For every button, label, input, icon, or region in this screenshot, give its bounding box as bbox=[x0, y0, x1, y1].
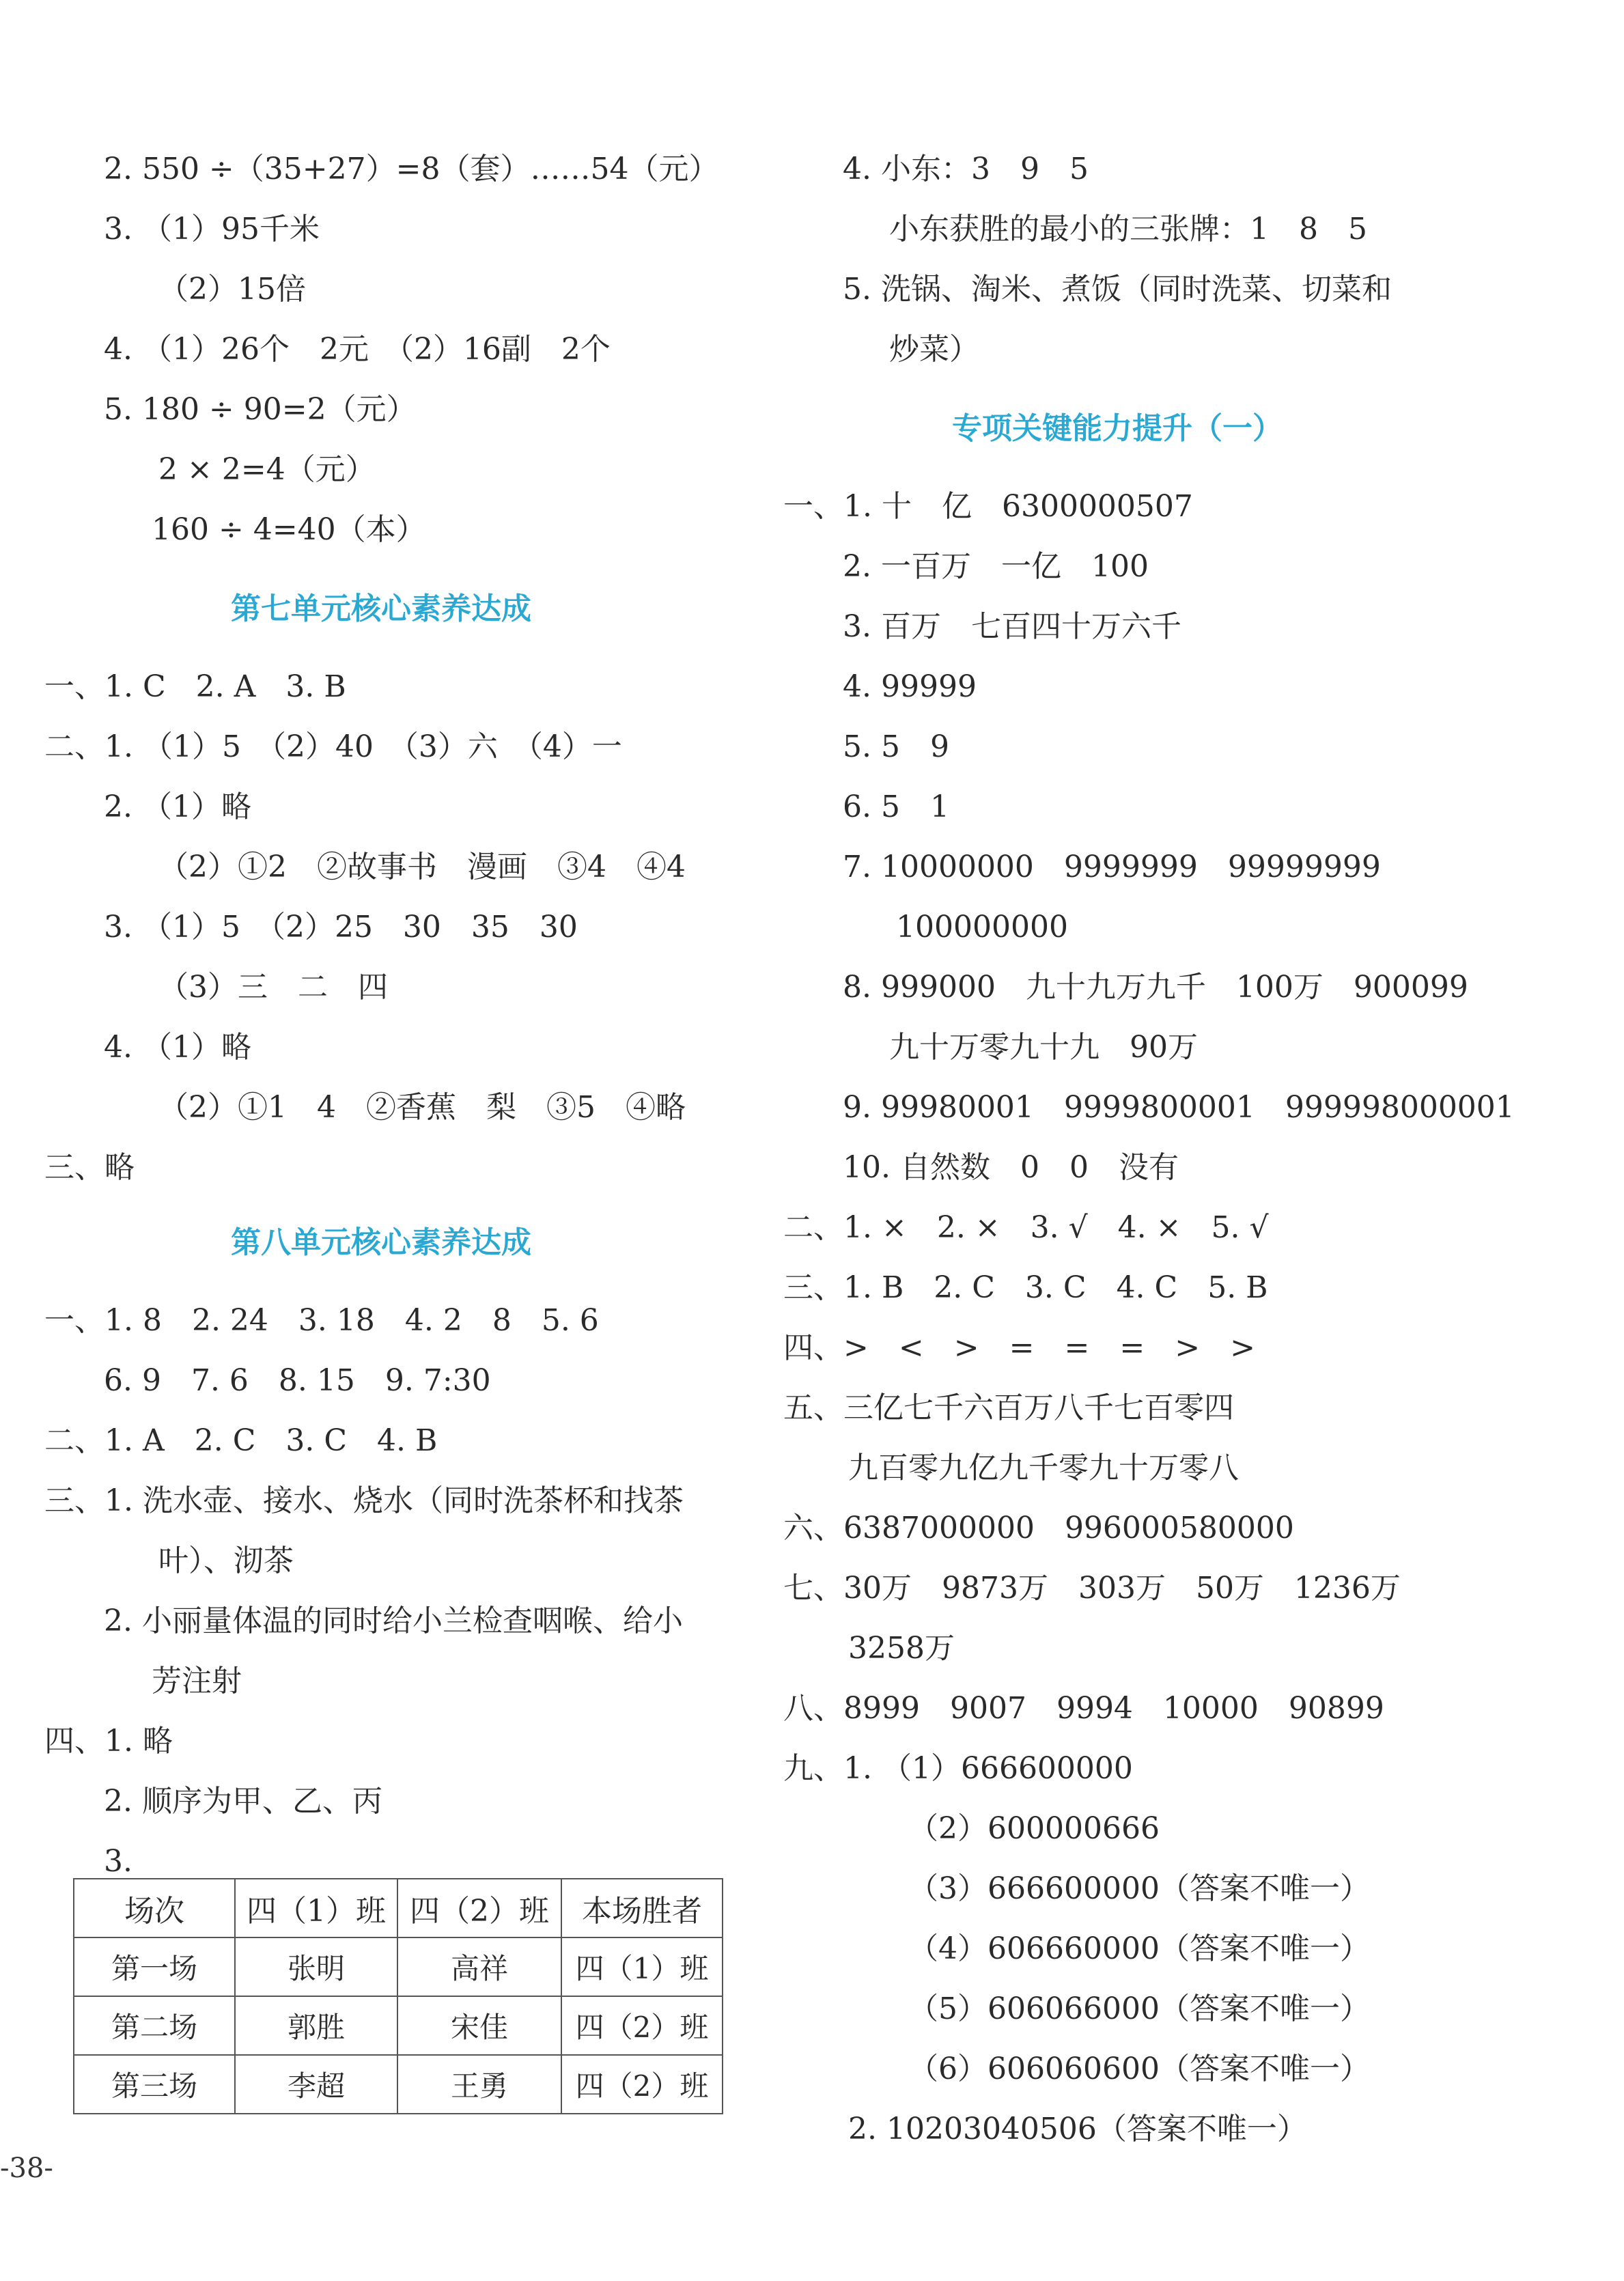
table-header: 场次 bbox=[74, 1879, 235, 1937]
page-number: -38- bbox=[0, 2153, 53, 2184]
answer-line: （2）①1 4 ②香蕉 梨 ③5 ④略 bbox=[158, 1090, 686, 1125]
answer-line: 9. 99980001 9999800001 999998000001 bbox=[843, 1090, 1515, 1125]
table-cell: 郭胜 bbox=[235, 1996, 397, 2055]
answer-line: 6. 5 1 bbox=[843, 789, 949, 824]
table-cell: 四（2）班 bbox=[561, 1996, 723, 2055]
answer-line: 一、1. 8 2. 24 3. 18 4. 2 8 5. 6 bbox=[44, 1303, 599, 1338]
table-header: 本场胜者 bbox=[561, 1879, 723, 1937]
table-row bbox=[74, 1937, 723, 1996]
table-cell: 四（2）班 bbox=[561, 2055, 723, 2114]
answer-line: 4. 小东：3 9 5 bbox=[843, 152, 1089, 186]
table-cell: 第三场 bbox=[74, 2055, 235, 2114]
answer-line: 二、1. （1）5 （2）40 （3）六 （4）一 bbox=[44, 729, 622, 764]
table-row bbox=[74, 2055, 723, 2114]
answer-line: 二、1. × 2. × 3. √ 4. × 5. √ bbox=[783, 1210, 1269, 1245]
answer-line: 2. （1）略 bbox=[104, 789, 251, 824]
answer-line: 4. 99999 bbox=[843, 669, 977, 704]
answer-line: 3. bbox=[104, 1844, 132, 1879]
answer-line: 五、三亿七千六百万八千七百零四 bbox=[783, 1390, 1234, 1425]
answer-line: 三、1. B 2. C 3. C 4. C 5. B bbox=[783, 1270, 1268, 1305]
answer-line: 6. 9 7. 6 8. 15 9. 7:30 bbox=[104, 1363, 491, 1398]
answer-line: 4. （1）略 bbox=[104, 1030, 251, 1065]
answer-line: （2）15倍 bbox=[158, 272, 306, 307]
section-heading-unit8: 第八单元核心素养达成 bbox=[231, 1225, 531, 1260]
answer-line: （3）三 二 四 bbox=[158, 970, 388, 1005]
answer-line: 3. （1）5 （2）25 30 35 30 bbox=[104, 910, 578, 944]
answer-line: （2）①2 ②故事书 漫画 ③4 ④4 bbox=[158, 850, 686, 884]
table-header: 四（2）班 bbox=[397, 1879, 561, 1937]
answer-line: （2）600000666 bbox=[908, 1811, 1160, 1846]
table-cell: 李超 bbox=[235, 2055, 397, 2114]
answer-line: 2. 550 ÷（35+27）=8（套）……54（元） bbox=[104, 152, 719, 186]
answer-line: 2. 顺序为甲、乙、丙 bbox=[104, 1784, 382, 1819]
answer-line: 四、> < > = = = > > bbox=[783, 1330, 1255, 1365]
answer-line: 2. 小丽量体温的同时给小兰检查咽喉、给小 bbox=[104, 1604, 683, 1638]
answer-line: 160 ÷ 4=40（本） bbox=[152, 512, 426, 547]
answer-line: 3. 百万 七百四十万六千 bbox=[843, 609, 1181, 644]
answer-line: 三、1. 洗水壶、接水、烧水（同时洗茶杯和找茶 bbox=[44, 1483, 684, 1518]
answer-line: 八、8999 9007 9994 10000 90899 bbox=[783, 1691, 1384, 1726]
answer-line: 2. 一百万 一亿 100 bbox=[843, 549, 1149, 584]
table-cell: 王勇 bbox=[397, 2055, 561, 2114]
answer-line: 九百零九亿九千零九十万零八 bbox=[848, 1451, 1239, 1485]
answer-line: 3. （1）95千米 bbox=[104, 212, 320, 247]
answer-line: 5. 180 ÷ 90=2（元） bbox=[104, 392, 417, 427]
answer-line: 芳注射 bbox=[152, 1664, 242, 1698]
answer-line: 七、30万 9873万 303万 50万 1236万 bbox=[783, 1571, 1401, 1606]
answer-line: 一、1. 十 亿 6300000507 bbox=[783, 489, 1193, 524]
match-result-table bbox=[73, 1878, 723, 2114]
answer-line: 2 × 2=4（元） bbox=[158, 452, 376, 487]
table-header: 四（1）班 bbox=[235, 1879, 397, 1937]
answer-line: 六、6387000000 996000580000 bbox=[783, 1511, 1294, 1545]
table-cell: 第二场 bbox=[74, 1996, 235, 2055]
answer-line: 4. （1）26个 2元 （2）16副 2个 bbox=[104, 332, 611, 367]
answer-line: 8. 999000 九十九万九千 100万 900099 bbox=[843, 970, 1468, 1005]
table-cell: 第一场 bbox=[74, 1937, 235, 1996]
answer-line: 100000000 bbox=[896, 910, 1068, 944]
answer-line: （5）606066000（答案不唯一） bbox=[908, 1991, 1370, 2026]
answer-line: 炒菜） bbox=[889, 332, 979, 367]
answer-line: 九十万零九十九 90万 bbox=[889, 1030, 1198, 1065]
table-cell: 张明 bbox=[235, 1937, 397, 1996]
answer-line: 5. 洗锅、淘米、煮饭（同时洗菜、切菜和 bbox=[843, 272, 1392, 307]
answer-line: 一、1. C 2. A 3. B bbox=[44, 669, 346, 704]
answer-line: 二、1. A 2. C 3. C 4. B bbox=[44, 1423, 438, 1458]
page-number-value: 38 bbox=[9, 2153, 44, 2184]
answer-line: 小东获胜的最小的三张牌：1 8 5 bbox=[889, 212, 1367, 247]
answer-line: （4）606660000（答案不唯一） bbox=[908, 1931, 1370, 1966]
answer-line: 5. 5 9 bbox=[843, 729, 949, 764]
table-cell: 高祥 bbox=[397, 1937, 561, 1996]
table-header-row bbox=[74, 1879, 723, 1937]
answer-line: 四、1. 略 bbox=[44, 1724, 173, 1759]
answer-line: 10. 自然数 0 0 没有 bbox=[843, 1150, 1179, 1185]
table-row bbox=[74, 1996, 723, 2055]
answer-line: 2. 10203040506（答案不唯一） bbox=[848, 2112, 1307, 2146]
answer-line: 7. 10000000 9999999 99999999 bbox=[843, 850, 1381, 884]
answer-line: 九、1. （1）666600000 bbox=[783, 1751, 1133, 1786]
answer-line: （3）666600000（答案不唯一） bbox=[908, 1871, 1370, 1906]
section-heading-unit7: 第七单元核心素养达成 bbox=[231, 591, 531, 626]
answer-line: （6）606060600（答案不唯一） bbox=[908, 2052, 1370, 2086]
answer-line: 三、略 bbox=[44, 1150, 135, 1185]
answer-line: 叶）、沏茶 bbox=[158, 1543, 294, 1578]
table-cell: 宋佳 bbox=[397, 1996, 561, 2055]
section-heading-special: 专项关键能力提升（一） bbox=[952, 411, 1283, 446]
table-cell: 四（1）班 bbox=[561, 1937, 723, 1996]
answer-line: 3258万 bbox=[848, 1631, 955, 1666]
